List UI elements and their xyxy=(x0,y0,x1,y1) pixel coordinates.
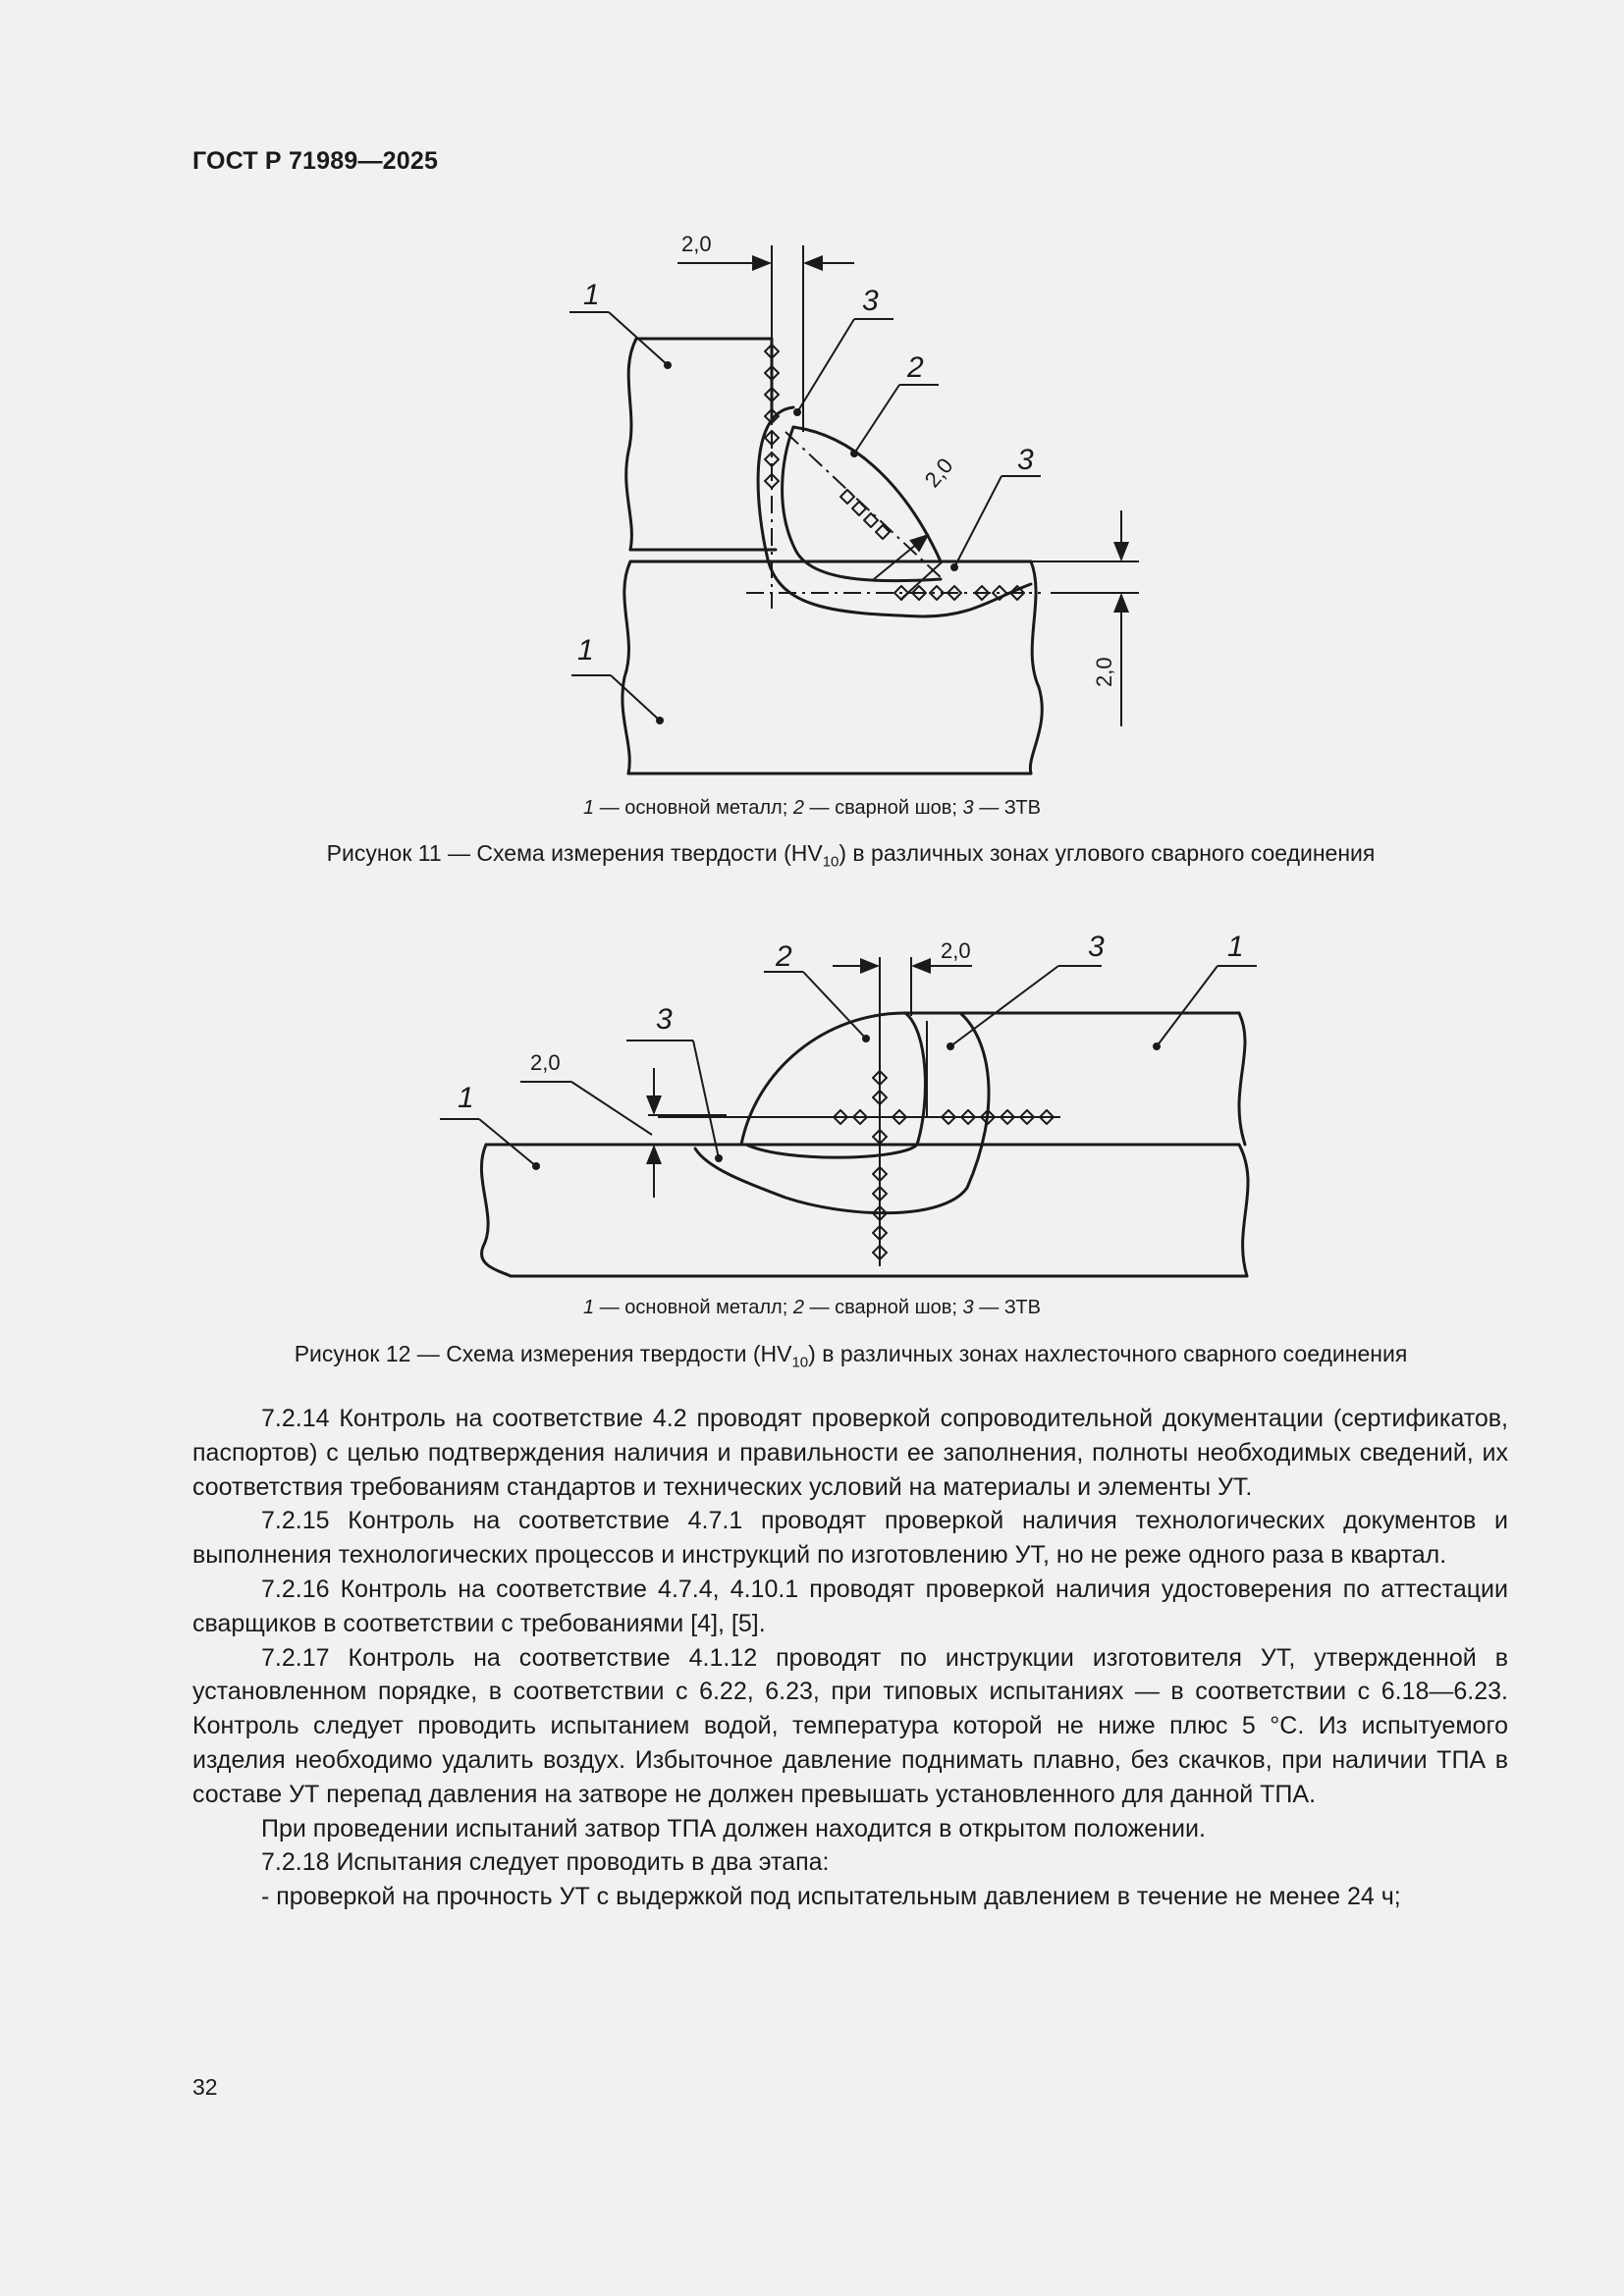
paragraph-7-2-17: 7.2.17 Контроль на соответствие 4.1.12 проводят по инструкции изготовителя УТ, утвержденной в установленном порядке, в соответствии с 6.22, 6.23, при типовых испытаниях — в соответствии с 6.18—6.23. Контроль следует проводить испытанием водой, температура которой не ниже плюс 5 °C. Из испытуемого изделия необходимо удалить воздух. Избыточное давление поднимать плавно, без скачков, при наличии ТПА в составе УТ перепад давления на затворе не должен превышать установленного для данной ТПА. xyxy=(192,1643,1508,1808)
figure-11-drawing xyxy=(0,0,1624,805)
paragraph-7-2-16: 7.2.16 Контроль на соответствие 4.7.4, 4.10.1 проводят проверкой наличия удостоверения по аттестации сварщиков в соответствии с требованиями [4], [5]. xyxy=(192,1575,1508,1637)
figure-11-caption: Рисунок 11 — Схема измерения твердости $(HV_{10})$ в различных зонах углового сварного соединения xyxy=(326,840,1376,871)
fig12-label-base-left: 1 xyxy=(458,1082,474,1114)
fig12-label-haz-right: 3 xyxy=(1088,931,1105,963)
fig12-label-weld: 2 xyxy=(776,940,792,973)
fig11-dim-diag: 2,0 xyxy=(919,453,958,493)
paragraph-7-2-15: 7.2.15 Контроль на соответствие 4.7.1 проводят проверкой наличия технологических документов и выполнения технологических процессов и инструкций по изготовлению УТ, но не реже одного раза в квартал. xyxy=(192,1507,1508,1570)
fig11-dim-top: 2,0 xyxy=(681,232,712,256)
figure-12-legend: 1 — основной металл; 2 — сварной шов; 3 — ЗТВ xyxy=(583,1297,1041,1318)
document-header: ГОСТ Р 71989—2025 xyxy=(192,147,439,175)
figure-12-drawing xyxy=(0,903,1624,1296)
paragraph-7-2-14: 7.2.14 Контроль на соответствие 4.2 проводят проверкой сопроводительной документации (сертификатов, паспортов) с целью подтверждения наличия и правильности ее заполнения, полноты необходимых сведений, их соответствия требованиям стандартов и технических условий на материалы и элементы УТ. xyxy=(192,1405,1508,1501)
fig12-label-base-right: 1 xyxy=(1227,931,1244,963)
fig11-dim-right: 2,0 xyxy=(1092,657,1116,687)
fig12-dim-left: 2,0 xyxy=(530,1050,561,1075)
paragraph-open-position: При проведении испытаний затвор ТПА должен находится в открытом положении. xyxy=(261,1814,1206,1842)
body-text xyxy=(192,1402,1508,1914)
fig12-label-haz-left: 3 xyxy=(656,1003,673,1036)
fig11-label-base-bottom: 1 xyxy=(577,634,594,667)
figure-12-caption: Рисунок 12 — Схема измерения твердости $(HV_{10})$ в различных зонах нахлесточного сварного соединения xyxy=(294,1341,1408,1371)
page-number: 32 xyxy=(192,2074,218,2100)
fig11-label-weld: 2 xyxy=(907,351,924,384)
paragraph-7-2-18: 7.2.18 Испытания следует проводить в два этапа: xyxy=(261,1848,830,1877)
fig11-label-haz-left: 3 xyxy=(862,285,879,317)
figure-11-legend: 1 — основной металл; 2 — сварной шов; 3 — ЗТВ xyxy=(583,797,1041,819)
fig11-label-base-top: 1 xyxy=(583,279,600,311)
fig12-dim-top: 2,0 xyxy=(941,938,971,963)
fig11-label-haz-right: 3 xyxy=(1017,444,1034,476)
list-item-strength-test: - проверкой на прочность УТ с выдержкой под испытательным давлением в течение не менее 24 ч; xyxy=(261,1883,1401,1911)
